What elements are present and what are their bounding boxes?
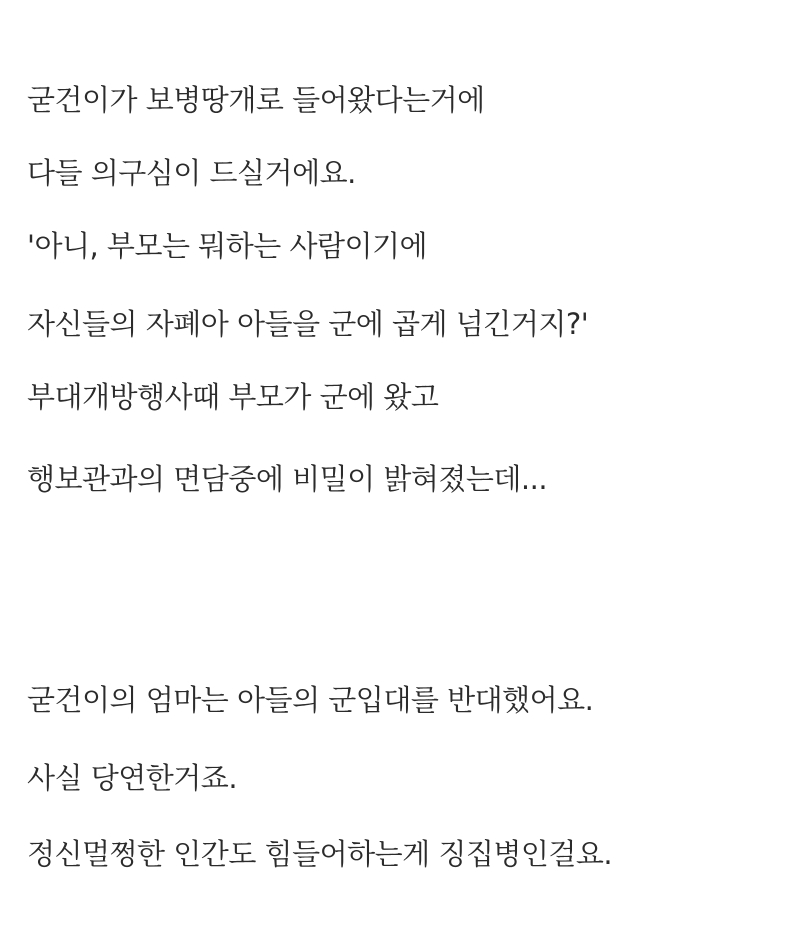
text-line: 행보관과의 면담중에 비밀이 밝혀졌는데... bbox=[27, 462, 548, 496]
text-line: 다들 의구심이 드실거에요. bbox=[27, 156, 356, 190]
text-line: 부대개방행사때 부모가 군에 왔고 bbox=[27, 380, 439, 414]
text-line: 굳건이의 엄마는 아들의 군입대를 반대했어요. bbox=[27, 683, 594, 717]
text-line: 정신멀쩡한 인간도 힘들어하는게 징집병인걸요. bbox=[27, 837, 613, 871]
text-line: 사실 당연한거죠. bbox=[27, 761, 238, 795]
text-line: 자신들의 자폐아 아들을 군에 곱게 넘긴거지?' bbox=[27, 307, 589, 341]
text-line: '아니, 부모는 뭐하는 사람이기에 bbox=[27, 229, 428, 263]
text-line: 굳건이가 보병땅개로 들어왔다는거에 bbox=[27, 83, 485, 117]
